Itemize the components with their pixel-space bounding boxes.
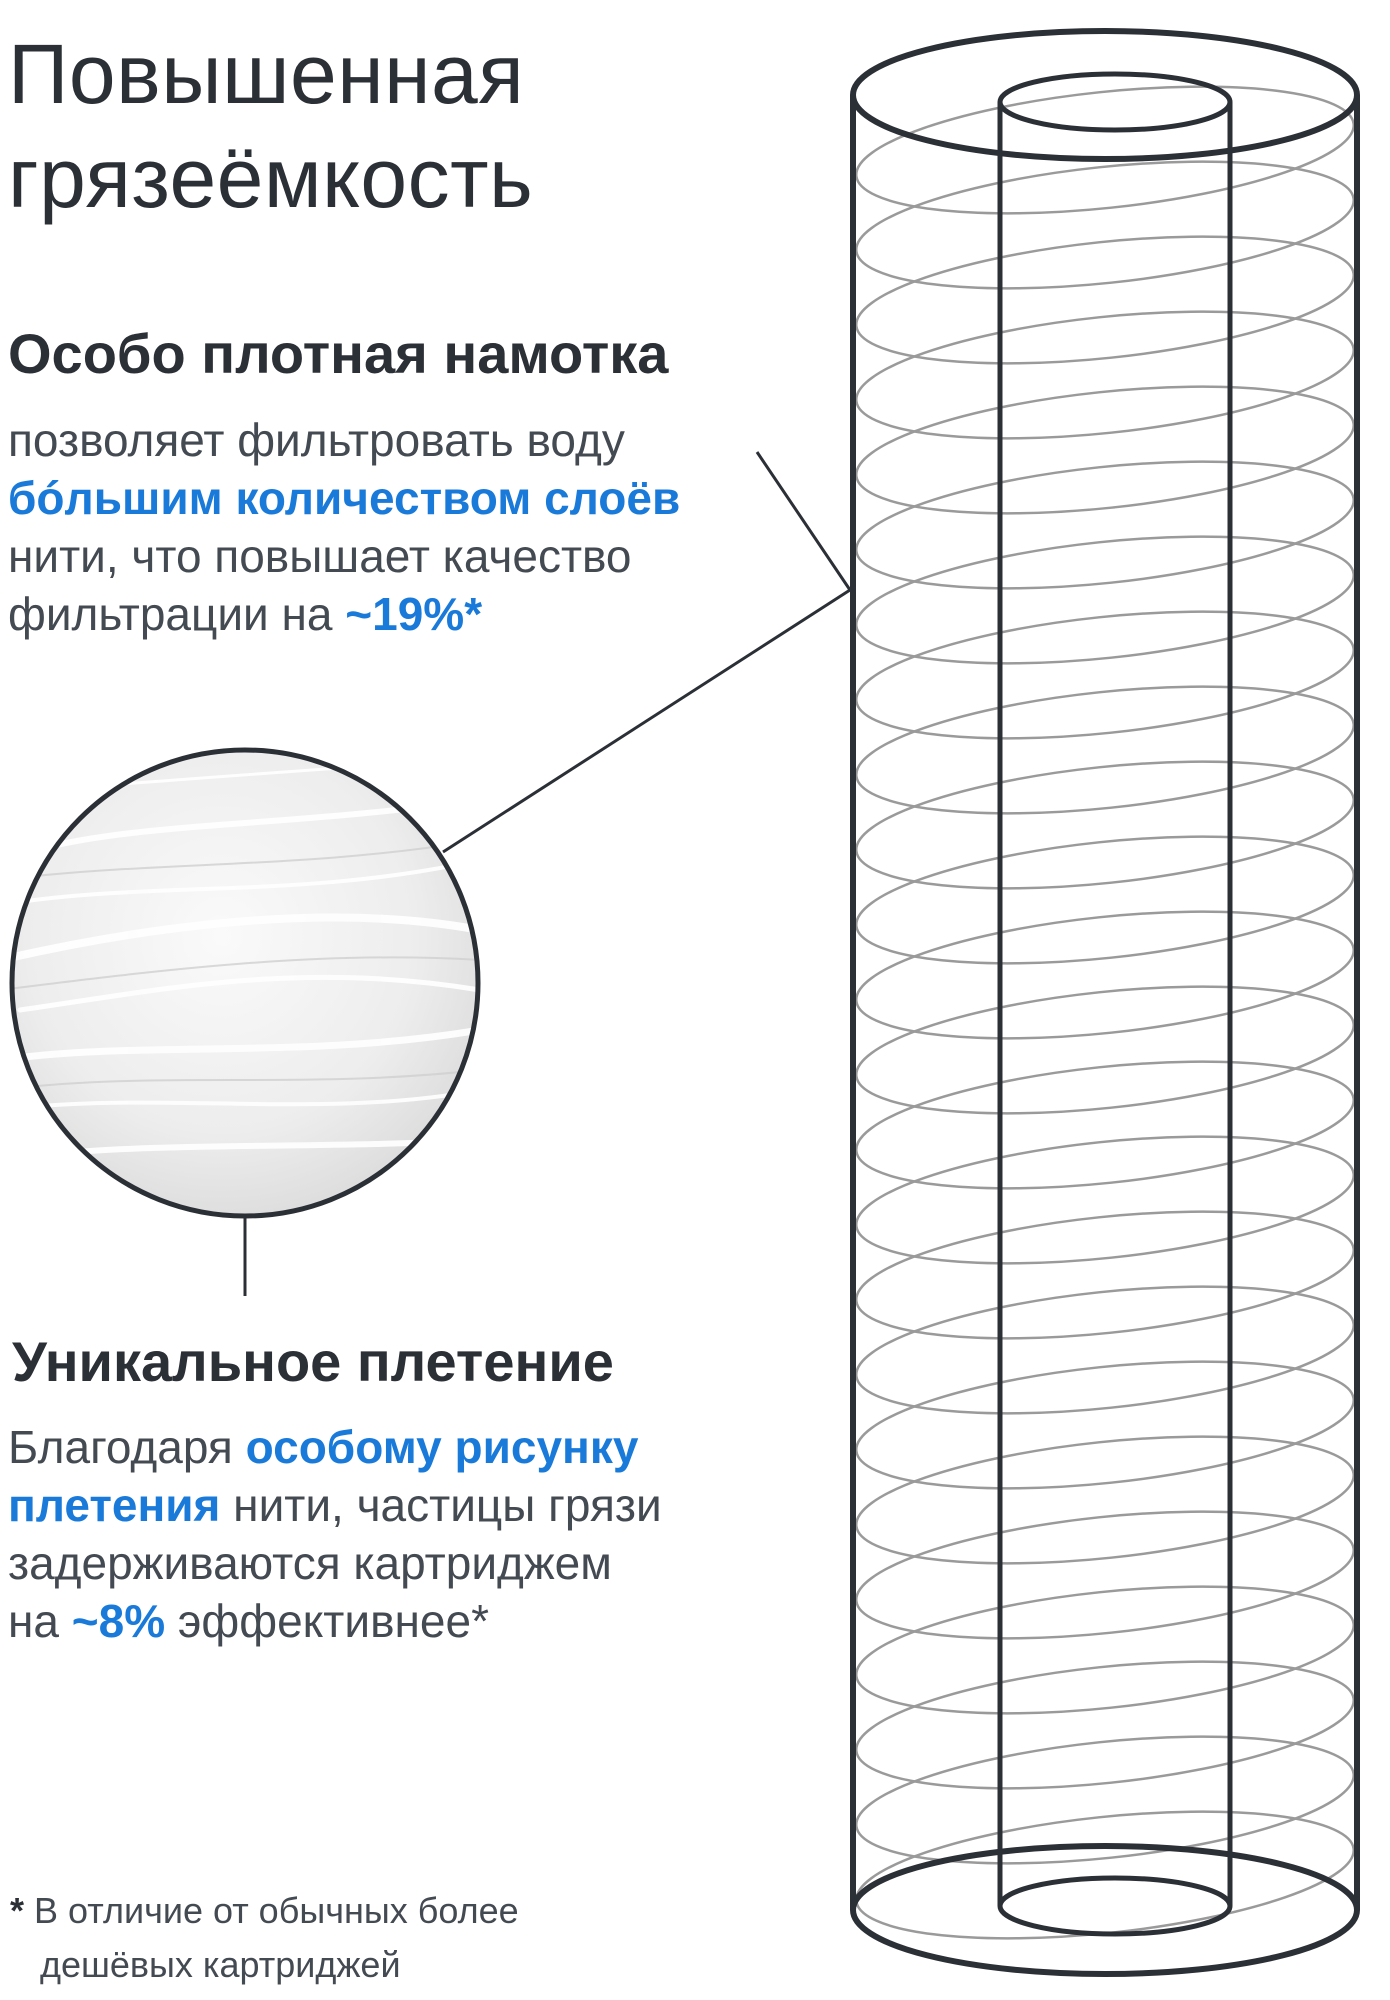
footnote-line-1 bbox=[10, 1884, 519, 1938]
text-line: нити, что повышает качество bbox=[8, 530, 632, 582]
winding-loop bbox=[850, 66, 1359, 234]
winding-loop bbox=[850, 1566, 1359, 1734]
footnote-line-2: дешёвых картриджей bbox=[40, 1944, 401, 1985]
text-line bbox=[8, 1592, 662, 1650]
winding-loop bbox=[850, 216, 1359, 384]
text-fragment: фильтрации на bbox=[8, 588, 346, 640]
winding-loop bbox=[850, 966, 1359, 1134]
highlight-text: бóльшим количеством слоёв bbox=[8, 472, 681, 524]
thread-winding bbox=[850, 66, 1359, 1959]
section-unique-weave-text bbox=[8, 1418, 662, 1650]
winding-loop bbox=[850, 366, 1359, 534]
winding-loop bbox=[850, 291, 1359, 459]
winding-loop bbox=[850, 516, 1359, 684]
text-fragment: Благодаря bbox=[8, 1421, 246, 1473]
highlight-text: особому рисунку bbox=[245, 1421, 639, 1473]
text-line bbox=[8, 585, 680, 643]
text-line: позволяет фильтровать воду bbox=[8, 414, 625, 466]
text-fragment: эффективнее* bbox=[165, 1595, 489, 1647]
winding-loop bbox=[850, 591, 1359, 759]
section-dense-winding-heading: Особо плотная намотка bbox=[8, 322, 669, 385]
winding-loop bbox=[850, 1341, 1359, 1509]
text-fragment: на bbox=[8, 1595, 72, 1647]
winding-loop bbox=[850, 441, 1359, 609]
winding-loop bbox=[850, 666, 1359, 834]
text-line: задерживаются картриджем bbox=[8, 1537, 612, 1589]
text-line bbox=[8, 1476, 662, 1534]
highlight-percent: ~19%* bbox=[345, 588, 483, 640]
winding-loop bbox=[850, 891, 1359, 1059]
highlight-percent: ~8% bbox=[71, 1595, 166, 1647]
text-fragment: нити, частицы грязи bbox=[220, 1479, 662, 1531]
winding-loop bbox=[850, 1041, 1359, 1209]
winding-loop bbox=[850, 1716, 1359, 1884]
page-title bbox=[8, 22, 533, 230]
winding-loop bbox=[850, 141, 1359, 309]
inner-tube bbox=[1000, 74, 1230, 1934]
fiber-texture-lens bbox=[0, 750, 480, 1216]
section-unique-weave-heading: Уникальное плетение bbox=[12, 1330, 614, 1393]
winding-loop bbox=[850, 1491, 1359, 1659]
highlight-text: плетения bbox=[8, 1479, 221, 1531]
winding-loop bbox=[850, 1416, 1359, 1584]
winding-loop bbox=[850, 816, 1359, 984]
winding-loop bbox=[850, 1641, 1359, 1809]
winding-loop bbox=[850, 1191, 1359, 1359]
winding-loop bbox=[850, 741, 1359, 909]
title-line-2: грязеёмкость bbox=[8, 131, 534, 225]
callout-line-top bbox=[757, 452, 850, 590]
text-fragment: В отличие от обычных более bbox=[24, 1890, 519, 1931]
title-line-1: Повышенная bbox=[8, 27, 525, 121]
winding-loop bbox=[850, 1116, 1359, 1284]
footnote-star: * bbox=[10, 1890, 25, 1931]
winding-loop bbox=[850, 1266, 1359, 1434]
text-line bbox=[8, 1418, 662, 1476]
section-dense-winding-text bbox=[8, 411, 680, 643]
footnote bbox=[10, 1884, 519, 1992]
